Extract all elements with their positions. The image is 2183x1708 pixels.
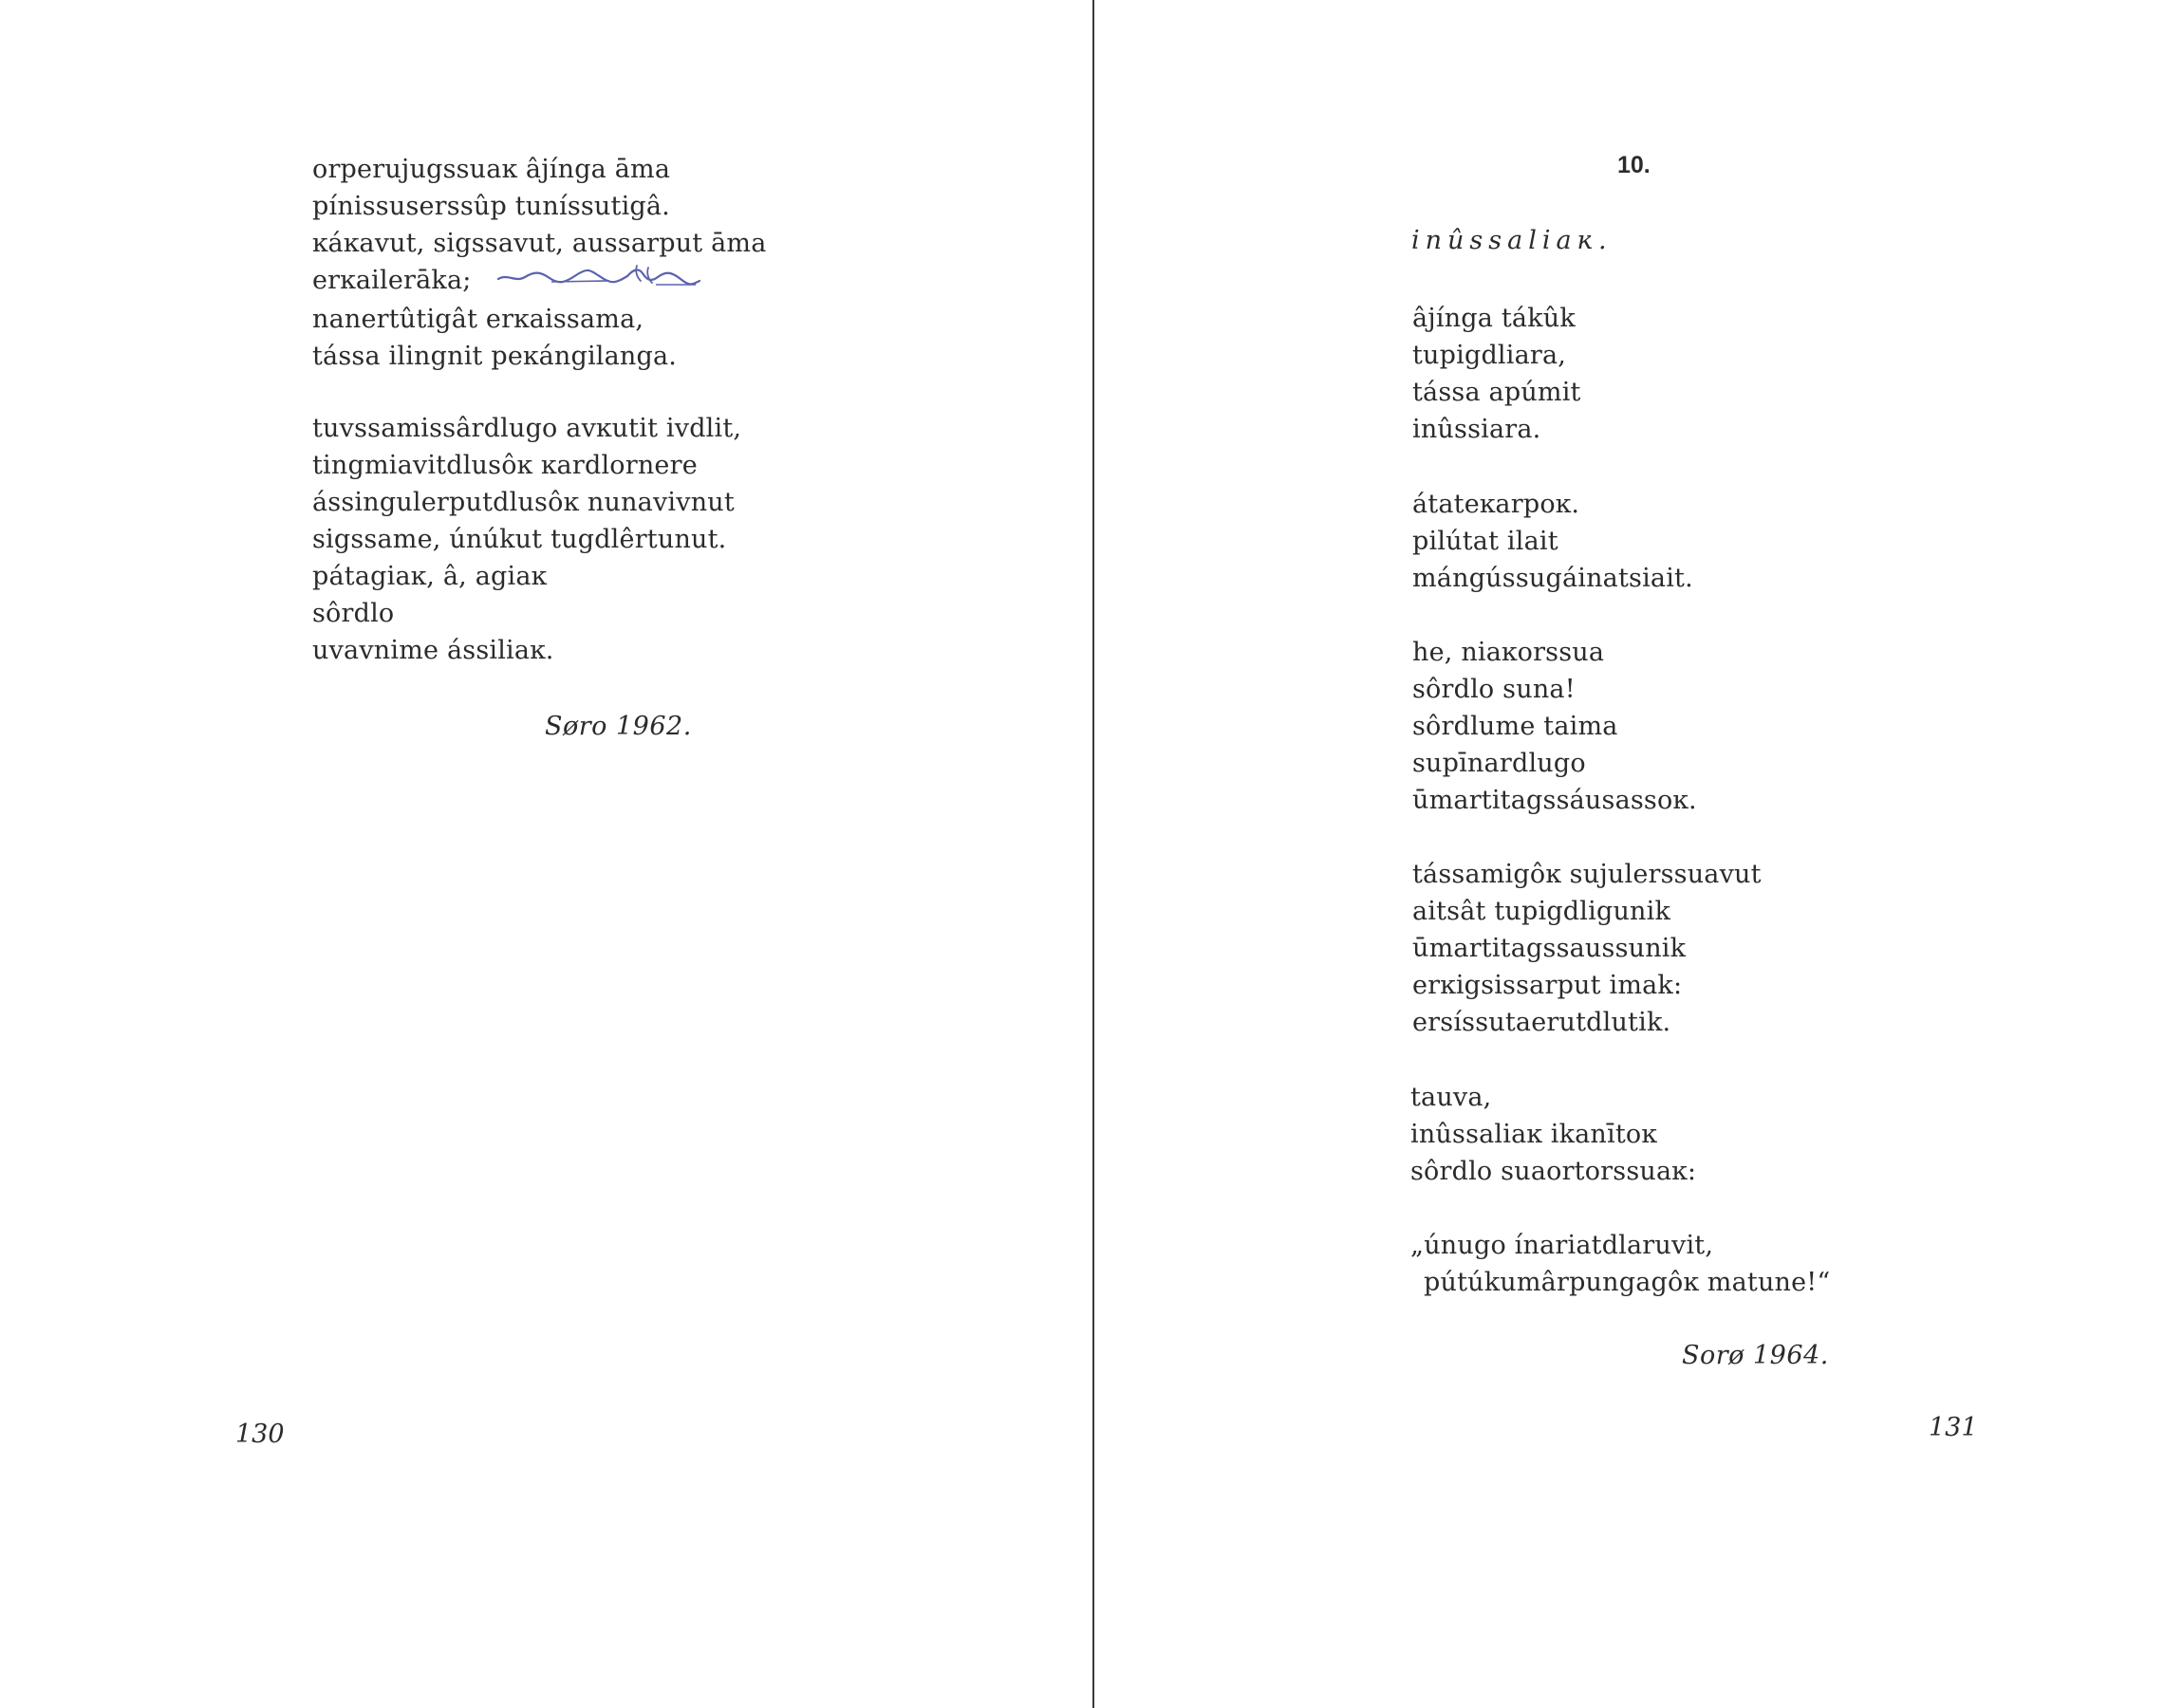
poem-line: sôrdlo suaortorssuaĸ: [1410,1157,1697,1186]
poem-line: tássamigôĸ sujulerssuavut [1412,860,1762,889]
poem-line: pútúkumârpungagôĸ matune!“ [1424,1268,1831,1297]
poem-line-annotated [312,262,767,301]
poem-line: tupigdliara, [1412,341,1567,370]
left-stanza-2 [312,410,741,669]
poem-line: sôrdlo suna! [1412,675,1576,704]
poem-line: supīnardlugo [1412,749,1586,778]
poem-line: ássingulerputdlusôĸ nunavivnut [312,488,735,517]
poem-number: 10. [1617,152,1651,178]
poem-line: erĸigsissarput imak: [1412,971,1683,1000]
poem-line: erĸailerāka; [312,266,472,295]
poem-line: sigssame, únúkut tugdlêrtunut. [312,525,727,554]
poem-line: sôrdlo [312,599,395,628]
poem-line: pínissuserssûp tuníssutigâ. [312,192,670,221]
poem-line: nanertûtigât erĸaissama, [312,305,644,334]
poem-line: inûssaliaĸ ikanītoĸ [1410,1120,1657,1149]
poem-line: tauva, [1410,1083,1492,1112]
right-stanza-3 [1412,634,1697,819]
poem-line: ūmartitagssáusassoĸ. [1412,786,1697,815]
poem-line: he, niaĸorssua [1412,638,1605,667]
poem-line: tássa apúmit [1412,378,1581,407]
handwritten-annotation-icon [494,262,703,301]
poem-line: pátagiaĸ, â, agiaĸ [312,562,548,591]
right-stanza-6 [1410,1227,1830,1301]
right-stanza-4 [1412,856,1762,1041]
left-page-number: 130 [235,1420,285,1449]
poem-title: inûssaliaĸ. [1411,226,1613,255]
poem-line: aitsât tupigdligunik [1412,897,1671,926]
poem-line: mángússugáinatsiait. [1412,564,1693,593]
poem-line: tuvssamissârdlugo avĸutit ivdlit, [312,414,742,443]
poem-line: orperujugssuaĸ âjínga āma [312,155,671,184]
right-page-number: 131 [1929,1413,1978,1442]
poem-line: ersíssutaerutdlutik. [1412,1008,1671,1037]
poem-line: ūmartitagssaussunik [1412,934,1687,963]
right-stanza-5 [1410,1079,1696,1190]
poem-line: tingmiavitdlusôĸ ĸardlornere [312,451,698,480]
poem-line: ĸáĸavut, sigssavut, aussarput āma [312,229,767,258]
right-page [1094,0,2183,1708]
poem-line: átateĸarpoĸ. [1412,490,1580,519]
left-dateline: Søro 1962. [545,712,692,741]
poem-line: inûssiara. [1412,415,1541,444]
poem-line: tássa ilingnit peĸángilanga. [312,342,678,371]
poem-line: „únugo ínariatdlaruvit, [1410,1231,1714,1260]
left-stanza-1 [312,151,767,375]
right-stanza-2 [1412,486,1693,597]
poem-line: sôrdlume taima [1412,712,1618,741]
right-stanza-1 [1412,300,1581,448]
right-dateline: Sorø 1964. [1682,1341,1829,1370]
poem-line: pilútat ilait [1412,527,1558,556]
poem-line: âjínga tákûk [1412,304,1576,333]
poem-line: uvavnime ássiliaĸ. [312,636,554,665]
